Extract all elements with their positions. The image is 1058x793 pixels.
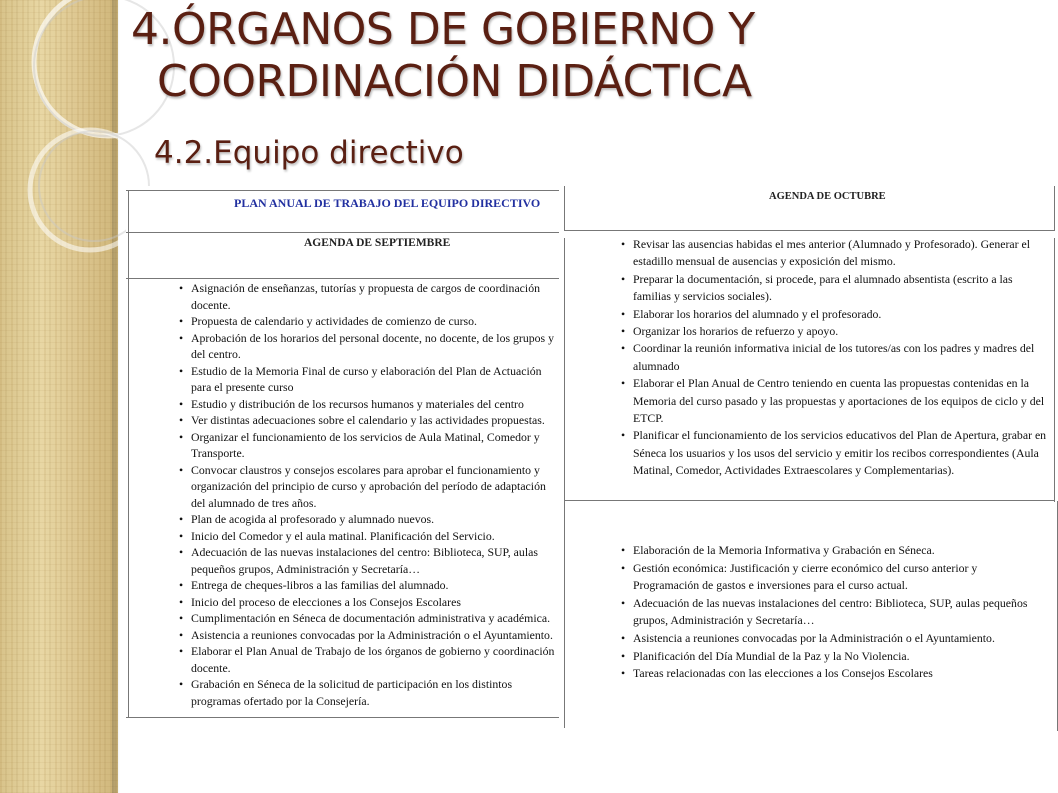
list-item-text: Coordinar la reunión informativa inicial de los tutores/as con los padres y madres del alumnado: [633, 341, 1035, 373]
list-item-text: Asistencia a reuniones convocadas por la Administración o el Ayuntamiento.: [191, 627, 553, 642]
bullet-icon: •: [179, 363, 184, 378]
bullet-icon: •: [179, 528, 184, 543]
list-item-text: Plan de acogida al profesorado y alumnado nuevos.: [191, 512, 435, 526]
list-item-text: Planificación del Día Mundial de la Paz y la No Violencia.: [633, 648, 910, 663]
list-item-text: Elaborar el Plan Anual de Centro teniendo en cuenta las propuestas contenidas en la Memoria del curso pasado y las propuestas y aportaciones de los equipos de ciclo y del ETCP.: [633, 376, 1045, 426]
list-item-text: Asistencia a reuniones convocadas por la Administración o el Ayuntamiento.: [633, 630, 995, 645]
list-item-text: Propuesta de calendario y actividades de comienzo de curso.: [191, 314, 477, 328]
list-item-text: Entrega de cheques-libros a las familias del alumnado.: [191, 578, 449, 592]
list-item-text: Inicio del Comedor y el aula matinal. Planificación del Servicio.: [191, 528, 495, 543]
bullet-icon: •: [621, 306, 626, 321]
bullet-icon: •: [621, 560, 626, 575]
list-item-text: Aprobación de los horarios del personal docente, no docente, de los grupos y del centro.: [191, 330, 554, 361]
bullet-icon: •: [621, 648, 626, 663]
bullet-icon: •: [621, 324, 626, 339]
slide-subtitle: 4.2.Equipo directivo: [154, 135, 464, 171]
scanned-document: [126, 186, 1058, 731]
list-item: [176, 676, 562, 709]
list-item: [176, 528, 562, 545]
list-item-text: Estudio y distribución de los recursos humanos y materiales del centro: [191, 396, 524, 411]
bullet-icon: •: [179, 413, 184, 427]
bullet-icon: •: [179, 429, 184, 444]
bullet-icon: •: [179, 644, 184, 658]
list-item-text: Organizar los horarios de refuerzo y apoyo.: [633, 324, 839, 339]
list-item-text: Grabación en Séneca de la solicitud de participación en los distintos programas ofertado por la Consejería.: [191, 677, 513, 708]
bullet-icon: •: [179, 594, 184, 609]
september-heading: AGENDA DE SEPTIEMBRE: [304, 237, 451, 249]
list-item: [176, 313, 562, 330]
bullet-icon: •: [179, 314, 184, 328]
list-item: [618, 542, 1038, 560]
bullet-icon: •: [179, 396, 184, 411]
list-item-text: Elaborar el Plan Anual de Trabajo de los órganos de gobierno y coordinación docente.: [191, 644, 555, 675]
list-item-text: Inicio del proceso de elecciones a los Consejos Escolares: [191, 594, 461, 609]
bullet-icon: •: [621, 595, 626, 610]
list-item: [618, 271, 1053, 306]
bullet-icon: •: [179, 677, 184, 691]
bullet-icon: •: [621, 543, 626, 557]
list-item-text: Asignación de enseñanzas, tutorías y propuesta de cargos de coordinación docente.: [191, 281, 540, 312]
list-item: [176, 511, 562, 528]
list-item: [176, 594, 562, 611]
list-item: [618, 340, 1053, 375]
october-list-top: [618, 236, 1053, 480]
list-item-text: Adecuación de las nuevas instalaciones del centro: Biblioteca, SUP, aulas pequeños grupos, Administración y Secretaría…: [191, 545, 538, 576]
october-heading: AGENDA DE OCTUBRE: [769, 191, 886, 202]
list-item: [618, 375, 1053, 427]
bullet-icon: •: [179, 611, 184, 625]
bullet-icon: •: [179, 330, 184, 345]
list-item-text: Estudio de la Memoria Final de curso y elaboración del Plan de Actuación para el presente curso: [191, 363, 542, 394]
list-item: [176, 429, 562, 462]
list-item: [176, 280, 562, 313]
october-list-bottom: [618, 542, 1038, 683]
bullet-icon: •: [621, 666, 626, 681]
bullet-icon: •: [179, 578, 184, 592]
list-item: [176, 363, 562, 396]
bullet-icon: •: [621, 341, 626, 356]
list-item: [176, 544, 562, 577]
bullet-icon: •: [179, 512, 184, 526]
slide-title-line1: 4.ÓRGANOS DE GOBIERNO Y: [131, 4, 755, 55]
list-item: [176, 627, 562, 644]
list-item-text: Preparar la documentación, si procede, para el alumnado absentista (escrito a las familias y servicios sociales).: [633, 271, 1013, 304]
list-item: [176, 412, 562, 429]
bullet-icon: •: [621, 428, 626, 443]
list-item: [176, 330, 562, 363]
list-item: [618, 236, 1053, 271]
list-item: [176, 462, 562, 512]
list-item: [618, 560, 1038, 595]
list-item-text: Ver distintas adecuaciones sobre el calendario y las actividades propuestas.: [191, 413, 545, 427]
list-item: [618, 306, 1053, 323]
list-item-text: Tareas relacionadas con las elecciones a los Consejos Escolares: [633, 666, 933, 681]
list-item: [618, 630, 1038, 648]
list-item-text: Elaboración de la Memoria Informativa y Grabación en Séneca.: [633, 543, 935, 557]
bullet-icon: •: [179, 281, 184, 295]
list-item-text: Adecuación de las nuevas instalaciones del centro: Biblioteca, SUP, aulas pequeños grupos, Administración y Secretaría…: [633, 595, 1028, 628]
list-item: [176, 396, 562, 413]
list-item: [176, 610, 562, 627]
slide-title-line2: COORDINACIÓN DIDÁCTICA: [157, 56, 752, 107]
bullet-icon: •: [179, 545, 184, 559]
list-item-text: Revisar las ausencias habidas el mes anterior (Alumnado y Profesorado). Generar el estadillo mensual de ausencias y exposición del mismo.: [633, 237, 1031, 269]
bullet-icon: •: [621, 630, 626, 645]
plan-title: PLAN ANUAL DE TRABAJO DEL EQUIPO DIRECTIVO: [234, 196, 541, 210]
list-item-text: Elaborar los horarios del alumnado y el profesorado.: [633, 306, 882, 321]
bullet-icon: •: [179, 462, 184, 477]
list-item-text: Gestión económica: Justificación y cierre económico del curso anterior y Programación de gastos e inversiones para el curso actual.: [633, 560, 978, 593]
list-item: [618, 323, 1053, 340]
bullet-icon: •: [621, 237, 626, 251]
september-list: [176, 280, 562, 709]
list-item: [176, 577, 562, 594]
list-item: [176, 643, 562, 676]
list-item-text: Cumplimentación en Séneca de documentación administrativa y académica.: [191, 611, 551, 625]
bullet-icon: •: [621, 271, 626, 286]
bullet-icon: •: [621, 376, 626, 391]
list-item: [618, 665, 1038, 683]
list-item: [618, 427, 1053, 479]
list-item-text: Convocar claustros y consejos escolares para aprobar el funcionamiento y organización del principio de curso y aprobación del período de adaptación del alumnado de tres años.: [191, 462, 546, 510]
slide-title: [131, 4, 755, 108]
bullet-icon: •: [179, 627, 184, 642]
list-item: [618, 595, 1038, 630]
list-item-text: Planificar el funcionamiento de los servicios educativos del Plan de Apertura, grabar en Séneca los usuarios y los usos del servicio y emitir los recibos correspondientes (Aula Matinal, Comedor, Actividades Extraescolares y Complementarias).: [633, 428, 1047, 478]
list-item-text: Organizar el funcionamiento de los servicios de Aula Matinal, Comedor y Transporte.: [191, 429, 540, 460]
list-item: [618, 648, 1038, 666]
